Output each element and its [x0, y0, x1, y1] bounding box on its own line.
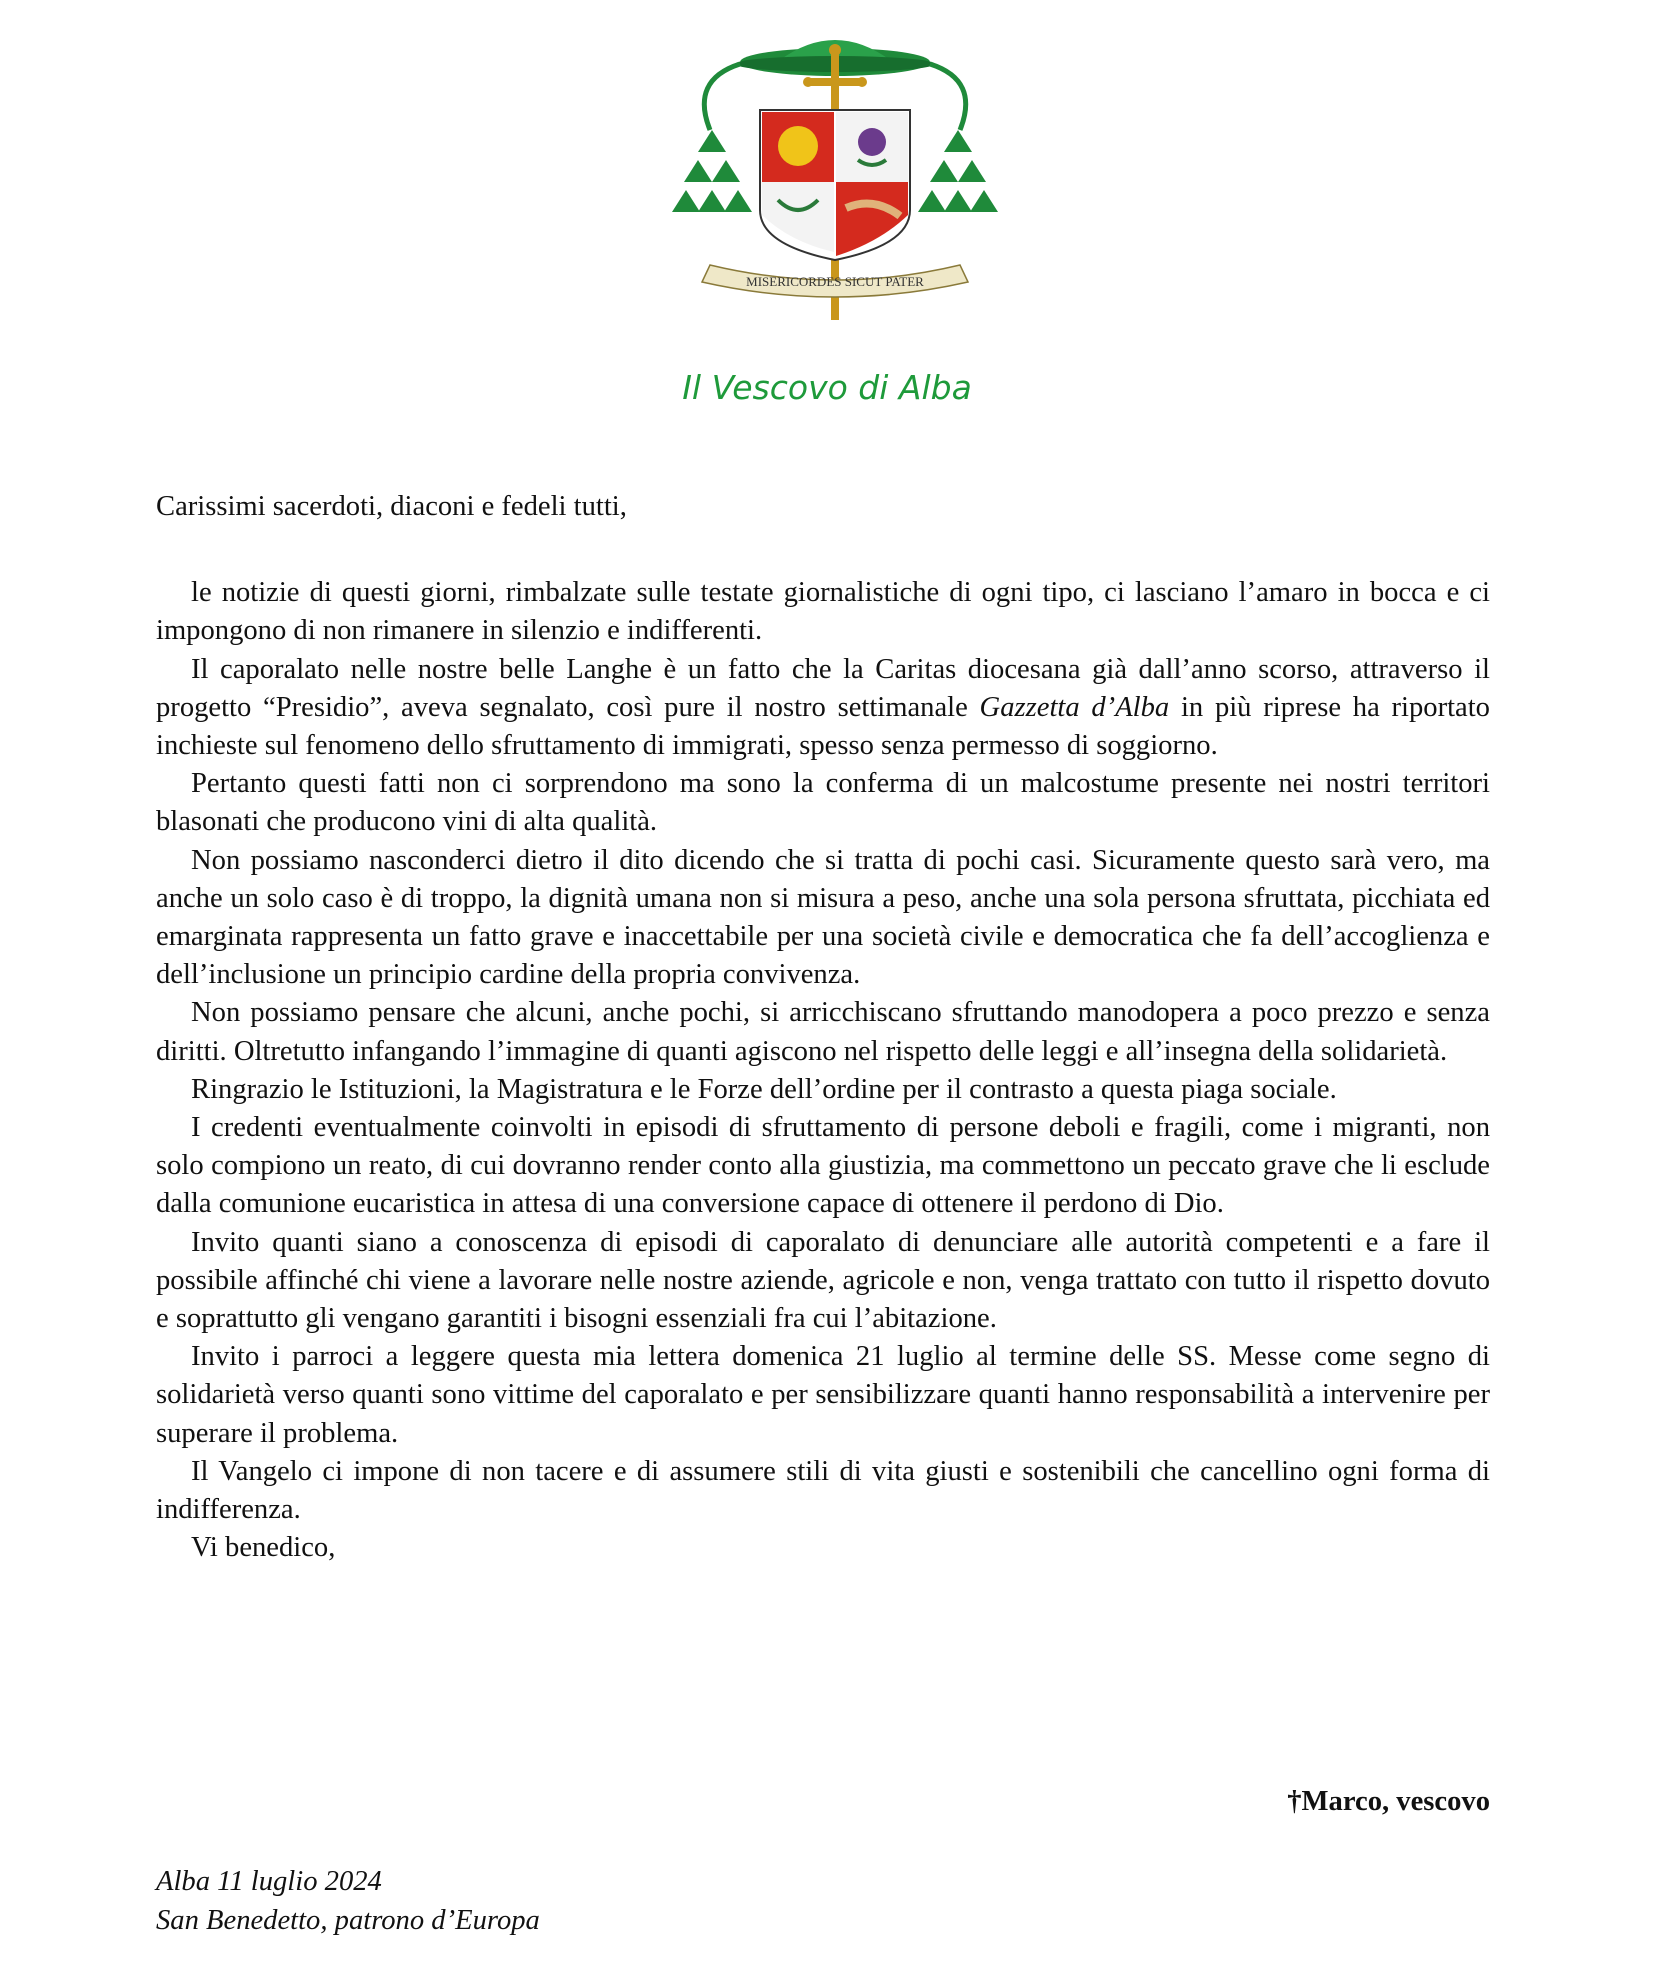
paragraph-2-text-a: Il caporalato nelle nostre belle Langhe è un fatto che la Caritas diocesana già dall’anno scorso, attraverso il progetto “Presidio”, aveva segnalato, così pure il nostro settimanale	[156, 653, 1490, 723]
feast-day: San Benedetto, patrono d’Europa	[156, 1904, 540, 1936]
paragraph-3: Pertanto questi fatti non ci sorprendono ma sono la conferma di un malcostume presente nei nostri territori blasonati che producono vini di alta qualità.	[156, 768, 1490, 838]
paragraph-8: Invito quanti siano a conoscenza di episodi di caporalato di denunciare alle autorità competenti e a fare il possibile affinché chi viene a lavorare nelle nostre aziende, agricole e non, venga trattato con tutto il rispetto dovuto e soprattutto gli vengano garantiti i bisogni essenziali fra cui l’abitazione.	[156, 1226, 1490, 1335]
paragraph-2-text-b: in più riprese ha riportato inchieste sul fenomeno dello sfruttamento di immigrati, spesso senza permesso di soggiorno.	[156, 691, 1490, 762]
closing-greeting: Vi benedico,	[191, 1532, 336, 1564]
paragraph-10: Il Vangelo ci impone di non tacere e di assumere stili di vita giusti e sostenibili che cancellino ogni forma di indifferenza.	[156, 1455, 1490, 1526]
paragraph-6: Ringrazio le Istituzioni, la Magistratura e le Forze dell’ordine per il contrasto a questa piaga sociale.	[191, 1073, 1337, 1105]
crest-motto: MISERICORDES SICUT PATER	[746, 274, 924, 289]
paragraph-4: Non possiamo nasconderci dietro il dito dicendo che si tratta di pochi casi. Sicuramente questo sarà vero, ma anche un solo caso è di troppo, la dignità umana non si misura a peso, anche una sola persona sfruttata, picchiata ed emarginata rappresenta un fatto grave e inaccettabile per una società civile e democratica che fa dell’accoglienza e dell’inclusione un principio cardine della propria convivenza.	[156, 844, 1490, 991]
salutation: Carissimi sacerdoti, diaconi e fedeli tutti,	[156, 491, 627, 522]
letter-date: Alba 11 luglio 2024	[156, 1866, 382, 1897]
date-place-footer	[156, 1863, 540, 1940]
paragraph-9: Invito i parroci a leggere questa mia lettera domenica 21 luglio al termine delle SS. Messe come segno di solidarietà verso quanti sono vittime del caporalato e per sensibilizzare quanti hanno responsabilità a intervenire per superare il problema.	[156, 1341, 1490, 1449]
paragraph-7: I credenti eventualmente coinvolti in episodi di sfruttamento di persone deboli e fragili, come i migranti, non solo compiono un reato, di cui dovranno render conto alla giustizia, ma commettono un peccato grave che li esclude dalla comunione eucaristica in attesa di una conversione capace di ottenere il perdono di Dio.	[156, 1112, 1490, 1220]
paragraph-1: le notizie di questi giorni, rimbalzate sulle testate giornalistiche di ogni tipo, ci lasciano l’amaro in bocca e ci impongono di non rimanere in silenzio e indifferenti.	[156, 577, 1490, 647]
newspaper-name: Gazzetta d’Alba	[979, 691, 1170, 723]
paragraph-2	[156, 651, 1490, 766]
episcopal-coat-of-arms	[650, 20, 1020, 330]
page-title: Il Vescovo di Alba	[682, 368, 972, 407]
letter-body	[156, 488, 1490, 1567]
paragraph-5: Non possiamo pensare che alcuni, anche pochi, si arricchiscano sfruttando manodopera a poco prezzo e senza diritti. Oltretutto infangando l’immagine di quanti agiscono nel rispetto delle leggi e all’insegna della solidarietà.	[156, 997, 1490, 1067]
signature: †Marco, vescovo	[1287, 1786, 1490, 1817]
